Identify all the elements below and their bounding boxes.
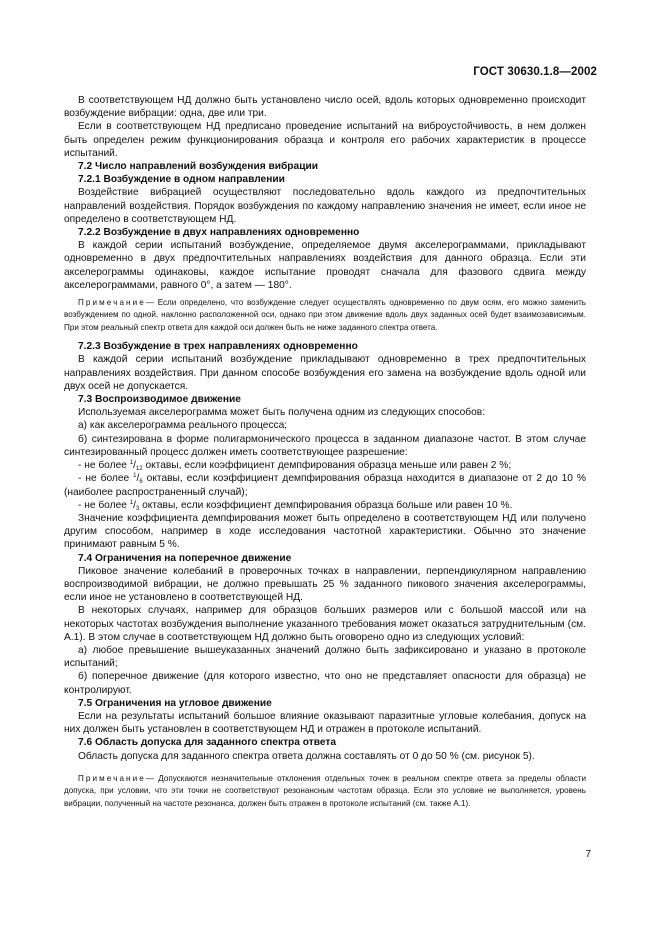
dash-text: октавы, если коэффициент демпфирования образца находится в диапазоне от 2 до 10 % (наиболее распространенный случай); <box>64 473 586 498</box>
dash-item: - не более $^1/_6$ октавы, если коэффициент демпфирования образца находится в диапазоне от 2 до 10 % (наиболее распространенный случай); <box>64 473 586 498</box>
note-text: — Допускаются незначительные отклонения отдельных точек в реальном спектре ответа за пределы области допуска, при условии, что эти точки не соответствуют резонансным частотам образца. Если это условие не выполняется, уровень вибрации, полученный на частоте резонанса, должен быть отражен в протоколе испытаний (см. также А.1). <box>64 773 586 808</box>
paragraph: В соответствующем НД должно быть установлено число осей, вдоль которых одновременно происходит возбуждение вибрации: одна, две или три. <box>64 95 586 120</box>
paragraph: Если на результаты испытаний большое влияние оказывают паразитные угловые колебания, допуск на них должен быть установлен в соответствующем НД и отражен в протоколе испытаний. <box>64 710 586 736</box>
section-heading-7-4: 7.4 Ограничения на поперечное движение <box>78 552 292 564</box>
dash-prefix: - не более <box>78 499 130 511</box>
paragraph: В каждой серии испытаний возбуждение прикладывают одновременно в трех предпочтительных направлениях воздействия. При данном способе возбуждения его замена на возбуждение вдоль одной или двух осей не допускается. <box>64 354 586 392</box>
list-item: а) любое превышение вышеуказанных значений должно быть зафиксировано и указано в протоколе испытаний; <box>64 644 586 670</box>
paragraph: Значение коэффициента демпфирования может быть определено в соответствующем НД или получено другим способом, например в ходе исследования частотной характеристики. Обычно это значение принимают равным 5 %. <box>64 512 586 551</box>
dash-text: октавы, если коэффициент демпфирования образца меньше или равен 2 %; <box>142 460 512 472</box>
paragraph: В некоторых случаях, например для образцов больших размеров или с большой массой или на некоторых частотах возбуждения выполнение указанного требования может оказаться затруднительным (см. А.1). В этом случае в соответствующем НД должно быть оговорено одно из следующих условий: <box>64 605 586 643</box>
page-content <box>64 94 586 816</box>
section-heading-7-3: 7.3 Воспроизводимое движение <box>78 394 241 406</box>
paragraph: Если в соответствующем НД предписано проведение испытаний на виброустойчивость, в нем должен быть определен режим функционирования образца и контроля его рабочих характеристик в процессе испытаний. <box>64 121 586 159</box>
paragraph: Воздействие вибрацией осуществляют последовательно вдоль каждого из предпочтительных направлений воздействия. Порядок возбуждения по каждому направлению значения не имеет, если иное не определено в соответствующем НД. <box>64 187 586 225</box>
paragraph: В каждой серии испытаний возбуждение, определяемое двумя акселерограммами, прикладывают одновременно в двух предпочтительных направлениях воздействия для данного образца. Если эти акселерограммы одинаковы, каждое испытание проводят сначала для фазового сдвига между акселерограммами, равного 0°, а затем — 180°. <box>64 240 586 291</box>
fraction-numerator: 1 <box>129 499 134 506</box>
section-heading-7-2: 7.2 Число направлений возбуждения вибрации <box>78 161 318 173</box>
note-block <box>64 773 586 810</box>
fraction-denominator: 6 <box>139 479 143 486</box>
page-number: 7 <box>585 849 591 860</box>
paragraph: Пиковое значение колебаний в проверочных точках в направлении, перпендикулярном направлению воспроизводимой вибрации, не должно превышать 25 % заданного пикового значения акселерограммы, если иное не установлено в соответствующей НД. <box>64 565 586 604</box>
fraction-numerator: 1 <box>129 460 134 467</box>
section-heading-7-5: 7.5 Ограничения на угловое движение <box>78 697 272 709</box>
note-text: — Если определено, что возбуждение следует осуществлять одновременно по двум осям, его можно заменить возбуждением по одной, наклонно расположенной оси, однако при этом движение вдоль двух заданных осей будет взаимозависимым. При этом реальный спектр ответа для каждой оси должен быть не ниже заданного спектра ответа. <box>64 298 586 332</box>
note-block <box>64 297 586 334</box>
paragraph: Используемая акселерограмма может быть получена одним из следующих способов: <box>78 407 486 419</box>
section-heading-7-2-2: 7.2.2 Возбуждение в двух направлениях одновременно <box>78 227 360 239</box>
fraction-denominator: 12 <box>135 466 143 473</box>
dash-item: - не более $^1/_{12}$ октавы, если коэффициент демпфирования образца меньше или равен 2 %; <box>78 460 512 473</box>
list-item: а) как акселерограмма реального процесса; <box>78 420 288 432</box>
list-item: б) поперечное движение (для которого известно, что оно не представляет опасности для образца) не контролируют. <box>64 671 586 696</box>
note-label: Примечание <box>78 298 146 308</box>
note-label: Примечание <box>78 773 146 783</box>
section-heading-7-2-1: 7.2.1 Возбуждение в одном направлении <box>78 174 285 186</box>
fraction-numerator: 1 <box>133 473 137 480</box>
dash-text: октавы, если коэффициент демпфирования образца больше или равен 10 %. <box>139 499 513 511</box>
dash-prefix: - не более <box>78 473 134 485</box>
fraction-denominator: 3 <box>135 505 140 512</box>
dash-prefix: - не более <box>78 460 130 472</box>
document-id-header: ГОСТ 30630.1.8—2002 <box>473 66 597 78</box>
section-heading-7-6: 7.6 Область допуска для заданного спектра ответа <box>78 737 337 749</box>
paragraph: Область допуска для заданного спектра ответа должна составлять от 0 до 50 % (см. рисунок 5). <box>78 750 535 762</box>
list-item: б) синтезирована в форме полигармонического процесса в заданном диапазоне частот. В этом случае синтезированный процесс должен иметь соответствующее разрешение: <box>64 433 586 458</box>
dash-item: - не более $^1/_3$ октавы, если коэффициент демпфирования образца больше или равен 10 %. <box>78 499 513 512</box>
section-heading-7-2-3: 7.2.3 Возбуждение в трех направлениях одновременно <box>78 341 358 353</box>
